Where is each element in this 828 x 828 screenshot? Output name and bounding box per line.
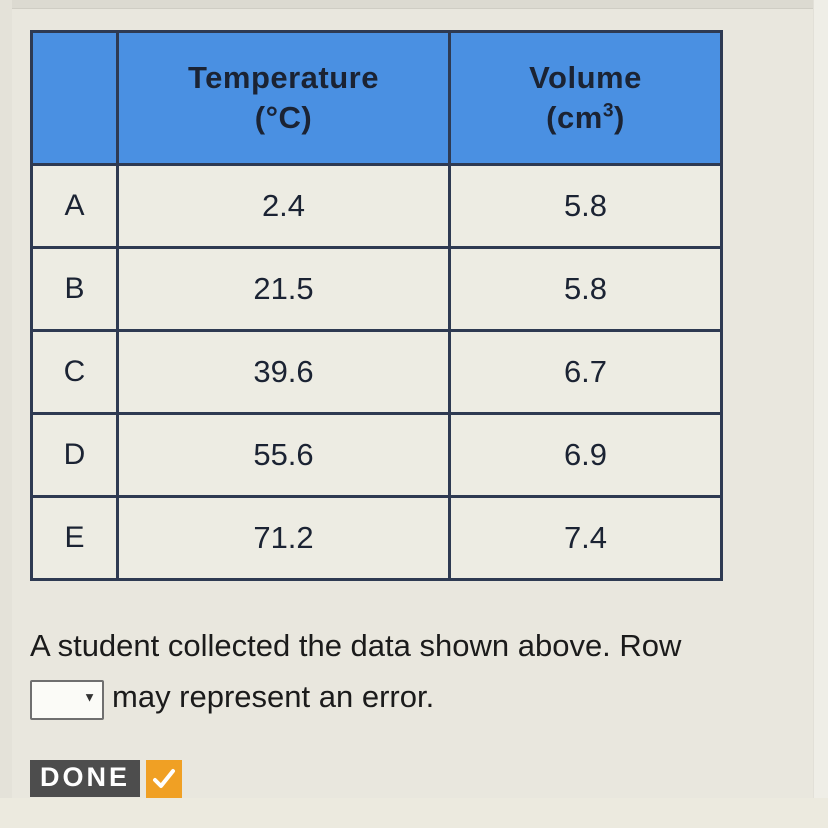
column-header-volume [450, 32, 722, 165]
cell-temperature-d: 55.6 [118, 414, 450, 497]
done-button-label[interactable]: DONE [30, 760, 140, 797]
row-label-a: A [32, 165, 118, 248]
left-margin-band [0, 0, 12, 828]
question-prompt [30, 625, 820, 720]
table-row [32, 248, 722, 331]
question-prompt-line2 [30, 675, 820, 720]
cell-volume-b: 5.8 [450, 248, 722, 331]
row-label-d: D [32, 414, 118, 497]
cell-volume-a: 5.8 [450, 165, 722, 248]
chevron-down-icon: ▼ [83, 689, 96, 705]
cell-volume-c: 6.7 [450, 331, 722, 414]
top-strip [0, 0, 828, 9]
column-header-volume-line1: Volume [529, 59, 642, 95]
cell-volume-d: 6.9 [450, 414, 722, 497]
table-row [32, 414, 722, 497]
cell-temperature-b: 21.5 [118, 248, 450, 331]
column-header-volume-units [452, 98, 719, 138]
cell-temperature-a: 2.4 [118, 165, 450, 248]
table-row [32, 331, 722, 414]
volume-units-pre: (cm [546, 100, 603, 135]
table-row [32, 165, 722, 248]
data-table [30, 30, 723, 581]
table-head [32, 32, 722, 165]
row-label-e: E [32, 497, 118, 580]
cell-temperature-e: 71.2 [118, 497, 450, 580]
question-prompt-line1: A student collected the data shown above. Row [30, 628, 682, 663]
question-prompt-tail: may represent an error. [112, 679, 435, 715]
column-header-temperature-units: (°C) [254, 100, 313, 135]
volume-units-exponent: 3 [602, 100, 614, 122]
row-select[interactable] [30, 680, 104, 720]
done-button[interactable] [30, 760, 182, 798]
row-label-b: B [32, 248, 118, 331]
cell-volume-e: 7.4 [450, 497, 722, 580]
bottom-margin-band [0, 798, 828, 828]
table-row [32, 497, 722, 580]
question-content [30, 30, 730, 798]
column-header-temperature [118, 32, 450, 165]
volume-units-post: ) [614, 100, 625, 135]
column-header-temperature-line1: Temperature [188, 59, 379, 95]
row-select-wrapper[interactable] [30, 675, 104, 720]
table-header-row [32, 32, 722, 165]
cell-temperature-c: 39.6 [118, 331, 450, 414]
table-body [32, 165, 722, 580]
check-icon[interactable] [146, 760, 182, 798]
column-header-row-label [32, 32, 118, 165]
done-row [30, 760, 730, 798]
row-label-c: C [32, 331, 118, 414]
